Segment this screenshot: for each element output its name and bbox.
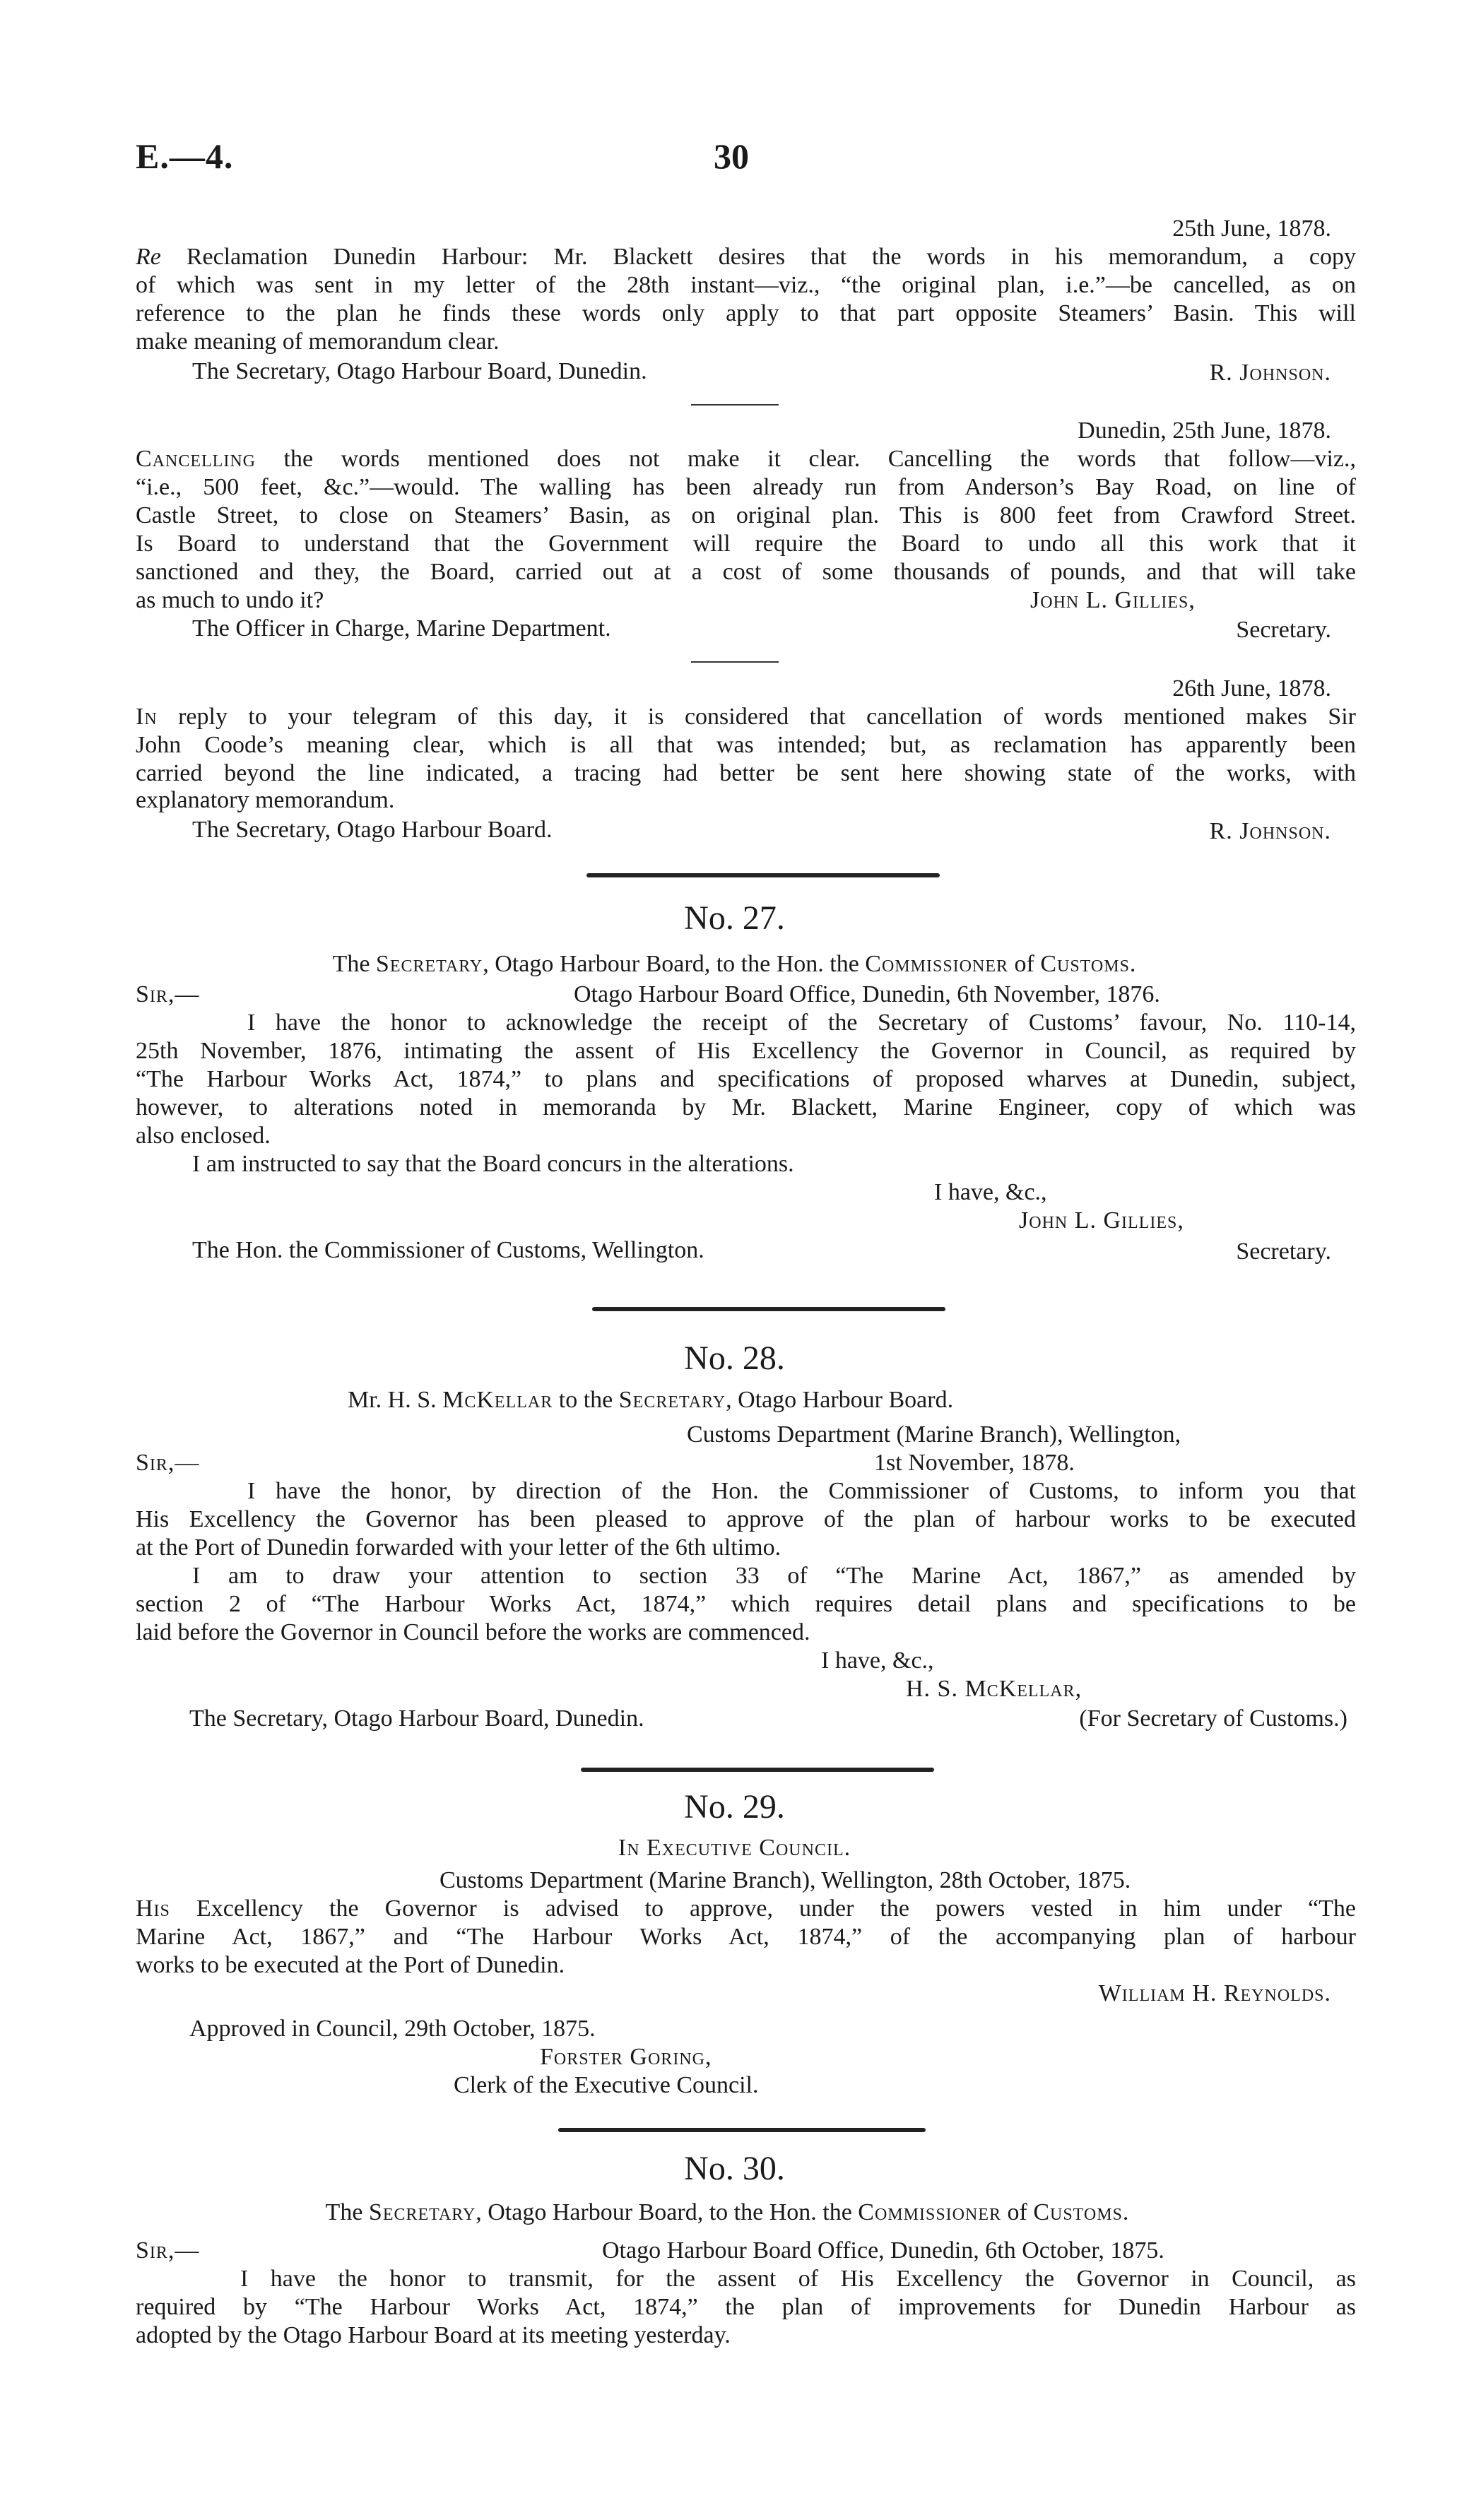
date-line: 25th June, 1878. [1172,215,1331,242]
text-fragment: , Otago Harbour Board, to the Hon. the [476,2199,852,2225]
text-fragment: Customs. [1033,2199,1130,2225]
text-fragment: Commissioner [858,2199,1001,2225]
text-line: works to be executed at the Port of Dunedin. [136,1952,565,1978]
text-fragment: Customs. [1040,951,1137,977]
text-fragment: Reclamation Dunedin Harbour: Mr. Blackett desires that the words in his memorandum, a copy [186,244,1356,270]
text-fragment: McKellar [442,1387,553,1413]
text-line: “i.e., 500 feet, &c.”—would. The walling has been already run from Anderson’s Bay Road, on line of [136,474,1356,500]
document-subtitle [348,1386,953,1414]
signature: John L. Gillies, [1030,587,1196,613]
signature: John L. Gillies, [1019,1207,1184,1234]
document-title: No. 28. [684,1339,785,1377]
signature: R. Johnson. [1209,818,1331,844]
text-fragment: Secretary [618,1387,726,1413]
page-number: 30 [714,136,749,176]
text-line: as much to undo it? [136,587,324,613]
document-reference: E.—4. [136,136,234,176]
text-line: carried beyond the line indicated, a tracing had better be sent here showing state of the works, with [136,760,1356,786]
text-line: I have the honor, by direction of the Hon. the Commissioner of Customs, to inform you that [247,1478,1356,1504]
section-rule [558,2128,926,2132]
text-line: required by “The Harbour Works Act, 1874,” the plan of improvements for Dunedin Harbour as [136,2294,1356,2320]
text-line: reference to the plan he finds these words only apply to that part opposite Steamers’ Basin. This will [136,300,1356,326]
addressee: The Secretary, Otago Harbour Board, Dunedin. [192,358,647,384]
text-fragment: the words mentioned does not make it clear. Cancelling the words that follow—viz., [283,446,1357,472]
text-fragment: Secretary [368,2199,476,2225]
document-subtitle: In Executive Council. [618,1835,851,1861]
addressee: The Hon. the Commissioner of Customs, Wellington. [192,1237,704,1263]
text-line [136,445,1356,473]
text-fragment: The [332,951,370,977]
text-line: however, to alterations noted in memoranda by Mr. Blackett, Marine Engineer, copy of which was [136,1094,1356,1120]
text-line: sanctioned and they, the Board, carried out at a cost of some thousands of pounds, and that will take [136,559,1356,585]
closing: I have, &c., [934,1179,1047,1205]
text-line: I am instructed to say that the Board concurs in the alterations. [192,1151,794,1177]
text-line: adopted by the Otago Harbour Board at its meeting yesterday. [136,2322,731,2348]
text-line: make meaning of memorandum clear. [136,329,500,355]
text-fragment: Excellency the Governor is advised to approve, under the powers vested in him under “The [196,1895,1356,1922]
divider [691,404,779,406]
salutation: Sir,— [136,1450,200,1476]
lead-word: Cancelling [136,446,256,472]
date-line: 1st November, 1878. [874,1450,1075,1476]
text-line: John Coode’s meaning clear, which is all that was intended; but, as reclamation has apparently been [136,732,1356,758]
section-rule [581,1768,934,1772]
text-line: I am to draw your attention to section 33 of “The Marine Act, 1867,” as amended by [192,1563,1356,1589]
text-fragment: Mr. H. S. [348,1387,437,1413]
text-fragment: reply to your telegram of this day, it is considered that cancellation of words mentioned makes Sir [178,704,1356,730]
date-line: 26th June, 1878. [1172,675,1331,702]
signature: William H. Reynolds. [1098,1980,1331,2006]
signature: R. Johnson. [1209,360,1331,386]
text-fragment: to the [558,1387,613,1413]
signature-title: Secretary. [1236,617,1331,643]
text-line: section 2 of “The Harbour Works Act, 1874,” which requires detail plans and specifications to be [136,1591,1356,1617]
text-line: His Excellency the Governor has been pleased to approve of the plan of harbour works to be executed [136,1506,1356,1532]
text-line: at the Port of Dunedin forwarded with your letter of the 6th ultimo. [136,1534,781,1561]
text-fragment: , Otago Harbour Board, to the Hon. the [483,951,859,977]
addressee: The Secretary, Otago Harbour Board, Dunedin. [189,1705,644,1732]
text-line: laid before the Governor in Council before the works are commenced. [136,1619,810,1645]
section-rule [586,873,940,877]
document-title: No. 29. [684,1788,785,1826]
approval-line: Approved in Council, 29th October, 1875. [189,2016,596,2042]
text-line: I have the honor to transmit, for the assent of His Excellency the Governor in Council, as [240,2266,1356,2292]
re-label: Re [136,244,161,270]
salutation: Sir,— [136,981,200,1007]
text-fragment: The [325,2199,363,2225]
text-fragment: of [1007,2199,1027,2225]
text-line: Marine Act, 1867,” and “The Harbour Works Act, 1874,” of the accompanying plan of harbour [136,1924,1356,1950]
text-line [136,243,1356,271]
lead-word: His [136,1895,170,1922]
text-line: Is Board to understand that the Government will require the Board to undo all this work that it [136,531,1356,557]
date-line: Dunedin, 25th June, 1878. [1078,418,1331,444]
document-subtitle [0,950,1469,978]
place-date: Otago Harbour Board Office, Dunedin, 6th November, 1876. [574,981,1160,1007]
clerk-name: Forster Goring, [540,2044,712,2070]
text-line [136,1895,1356,1923]
text-line: I have the honor to acknowledge the receipt of the Secretary of Customs’ favour, No. 110-14, [247,1010,1356,1036]
place-date: Customs Department (Marine Branch), Wellington, 28th October, 1875. [439,1867,1131,1893]
salutation: Sir,— [136,2237,200,2264]
signature-title: (For Secretary of Customs.) [1079,1705,1347,1732]
place-date: Otago Harbour Board Office, Dunedin, 6th October, 1875. [602,2237,1164,2264]
addressee: The Officer in Charge, Marine Department. [192,615,611,641]
document-subtitle [0,2199,1462,2227]
text-line: of which was sent in my letter of the 28th instant—viz., “the original plan, i.e.”—be cancelled, as on [136,272,1356,298]
clerk-title: Clerk of the Executive Council. [454,2072,759,2098]
text-line [136,703,1356,731]
text-line: Castle Street, to close on Steamers’ Basin, as on original plan. This is 800 feet from Crawford Street. [136,502,1356,528]
text-fragment: of [1014,951,1034,977]
text-line: 25th November, 1876, intimating the assent of His Excellency the Governor in Council, as required by [136,1038,1356,1064]
document-title: No. 27. [684,899,785,937]
place: Customs Department (Marine Branch), Wellington, [687,1421,1181,1448]
closing: I have, &c., [821,1648,934,1674]
text-line: explanatory memorandum. [136,787,395,813]
text-fragment: Commissioner [865,951,1008,977]
divider [691,661,779,663]
addressee: The Secretary, Otago Harbour Board. [192,817,553,843]
section-rule [592,1307,945,1311]
text-line: “The Harbour Works Act, 1874,” to plans and specifications of proposed wharves at Dunedin, subject, [136,1066,1356,1092]
document-title: No. 30. [684,2150,785,2187]
signature-title: Secretary. [1236,1238,1331,1265]
lead-word: In [136,704,158,730]
text-line: also enclosed. [136,1123,271,1149]
text-fragment: Secretary [375,951,483,977]
signature: H. S. McKellar, [906,1676,1082,1702]
text-fragment: , Otago Harbour Board. [726,1387,954,1413]
